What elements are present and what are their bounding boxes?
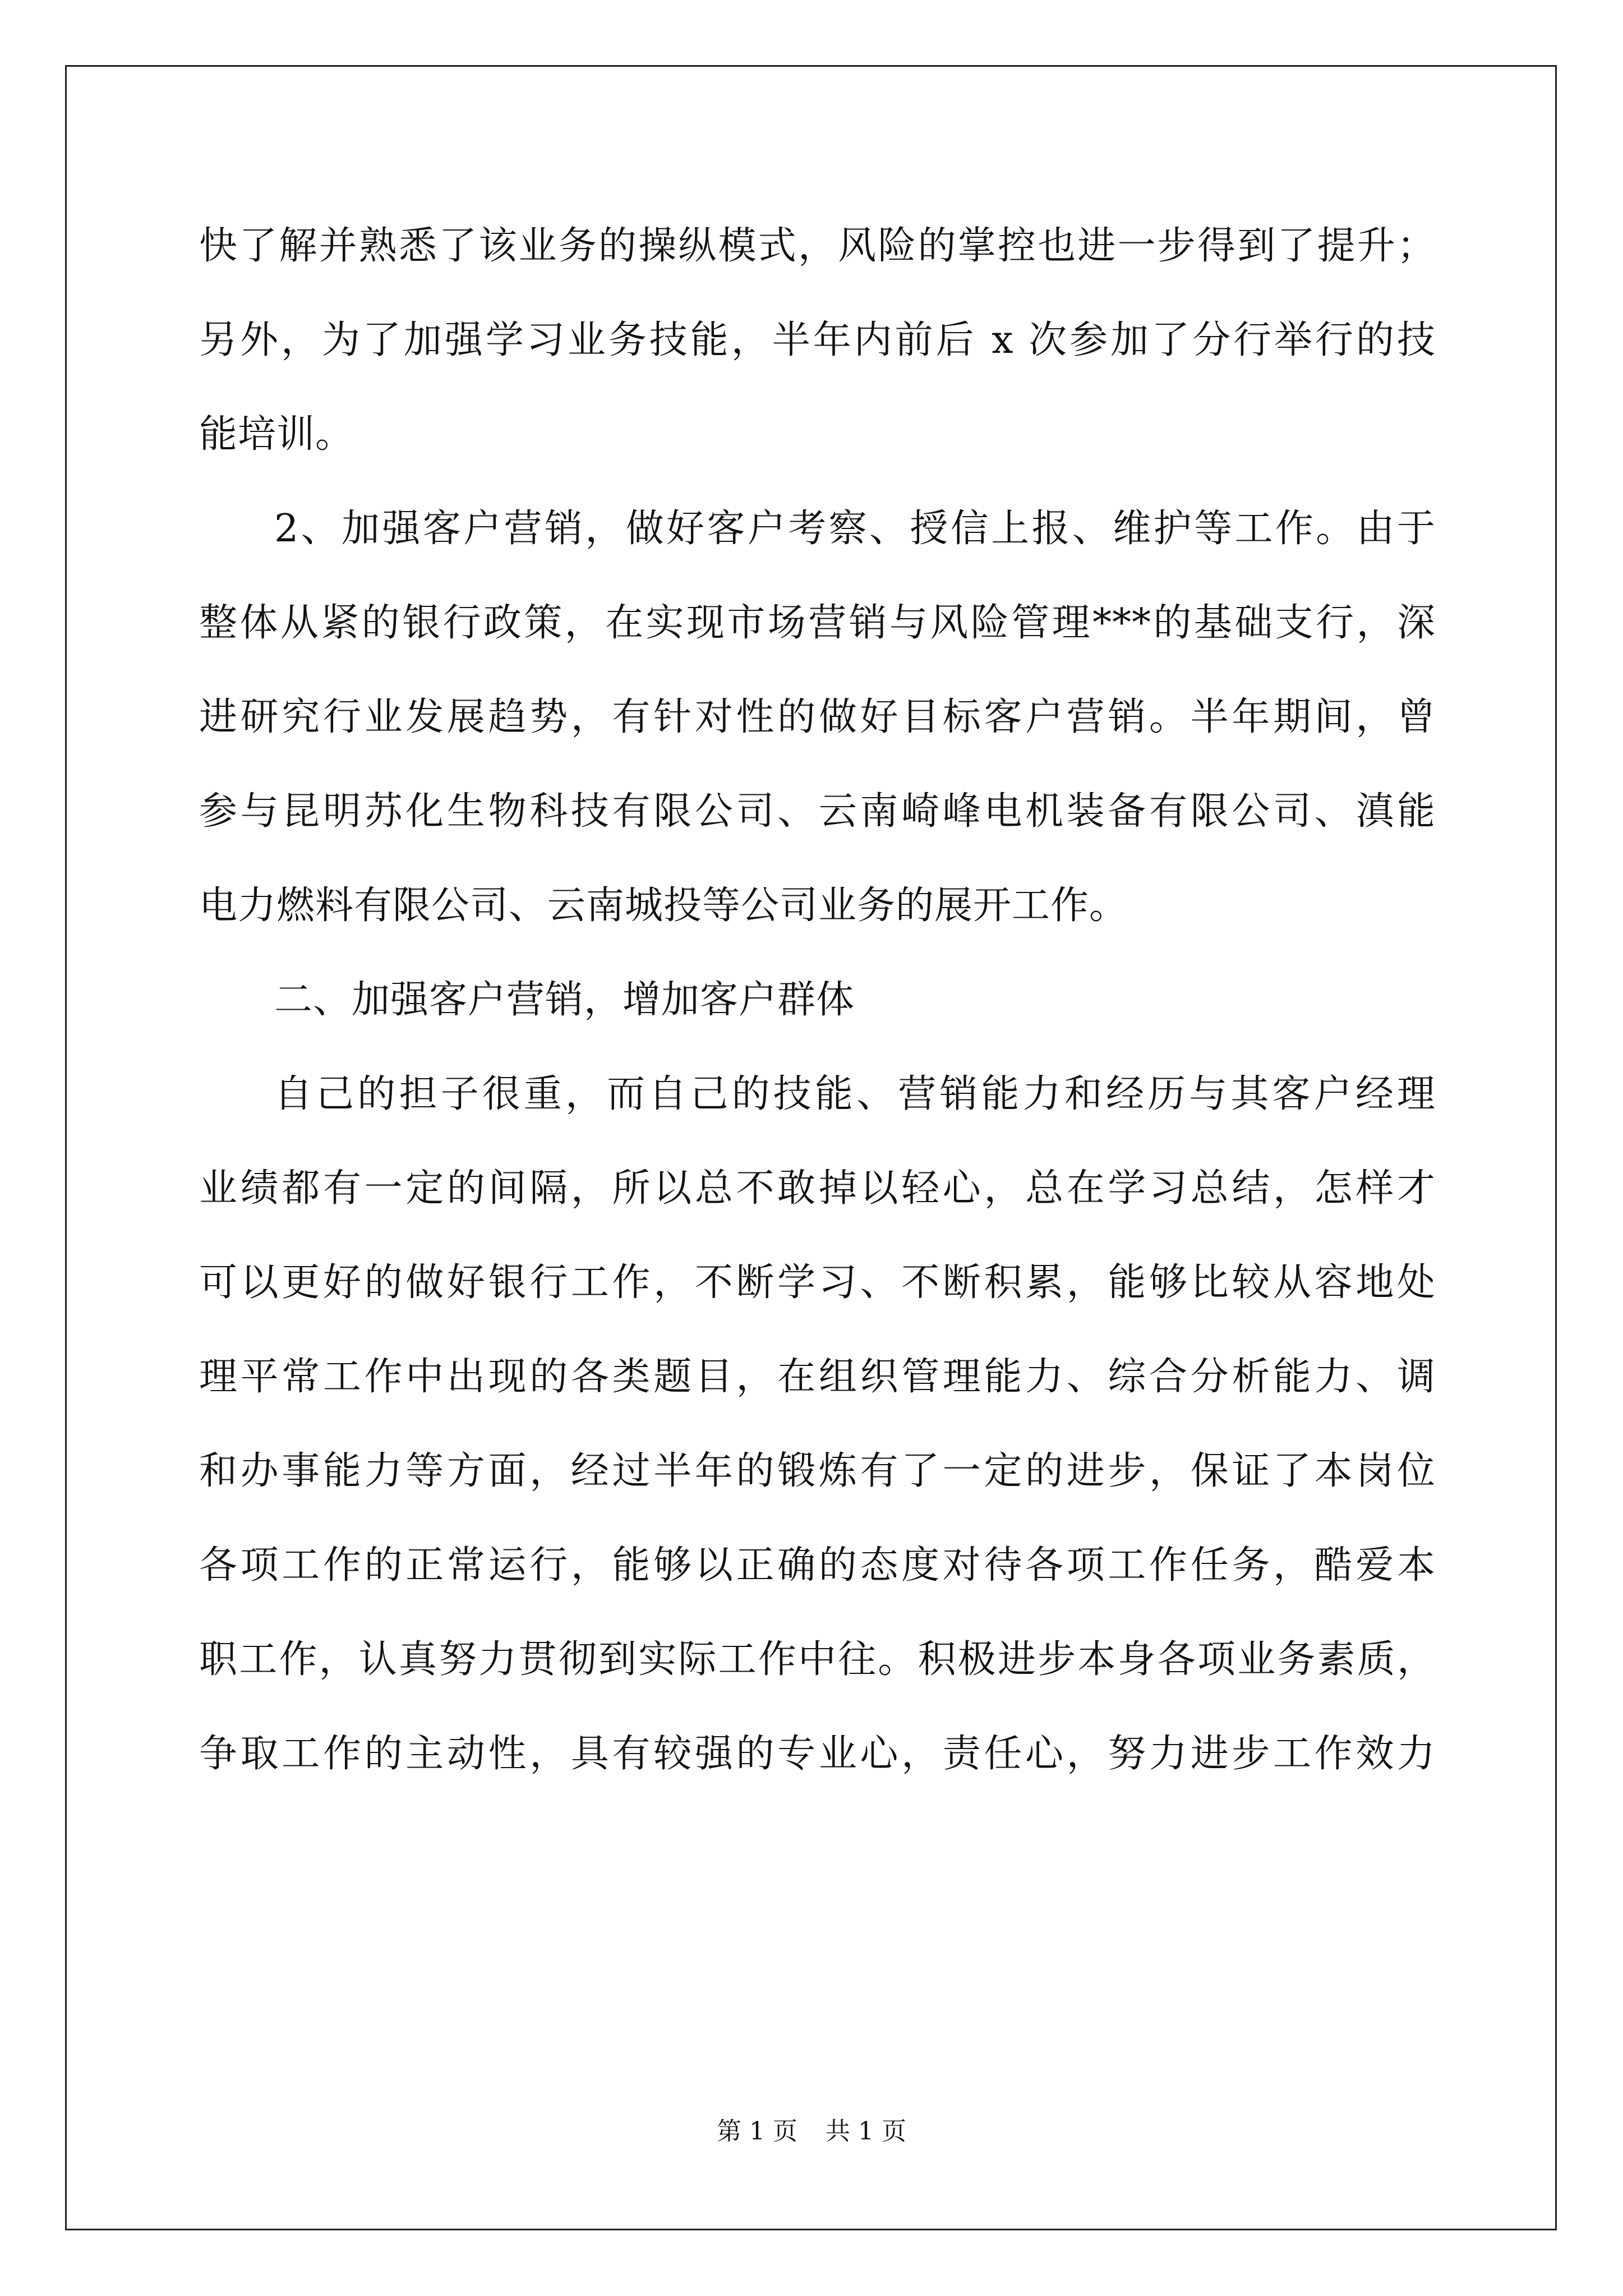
page-number-current: 第 1 页 xyxy=(717,2117,797,2146)
text-line: 能培训。 xyxy=(199,412,354,457)
text-line: 另外，为了加强学习业务技能，半年内前后 x 次参加了分行举行的技 xyxy=(199,318,1436,362)
text-line: 和办事能力等方面，经过半年的锻炼有了一定的进步，保证了本岗位 xyxy=(199,1449,1436,1493)
paragraph-first-line: 2、加强客户营销，做好客户考察、授信上报、维护等工作。由于 xyxy=(274,507,1436,551)
text-line: 快了解并熟悉了该业务的操纵模式，风险的掌控也进一步得到了提升； xyxy=(199,224,1436,268)
page-number-total: 共 1 页 xyxy=(826,2117,906,2146)
paragraph-first-line: 自己的担子很重，而自己的技能、营销能力和经历与其客户经理 xyxy=(274,1072,1436,1116)
text-line: 各项工作的正常运行，能够以正确的态度对待各项工作任务，酷爱本 xyxy=(199,1543,1436,1588)
text-line: 理平常工作中出现的各类题目，在组织管理能力、综合分析能力、调 xyxy=(199,1355,1436,1399)
section-heading: 二、加强客户营销，增加客户群体 xyxy=(274,978,855,1022)
document-body xyxy=(199,199,1436,1801)
text-line: 进研究行业发展趋势，有针对性的做好目标客户营销。半年期间，曾 xyxy=(199,695,1436,739)
page-footer xyxy=(0,2115,1623,2148)
text-line: 争取工作的主动性，具有较强的专业心，责任心，努力进步工作效力 xyxy=(199,1732,1436,1776)
text-line: 业绩都有一定的间隔，所以总不敢掉以轻心，总在学习总结，怎样才 xyxy=(199,1166,1436,1211)
text-line: 参与昆明苏化生物科技有限公司、云南崎峰电机装备有限公司、滇能 xyxy=(199,789,1436,834)
text-line: 电力燃料有限公司、云南城投等公司业务的展开工作。 xyxy=(199,884,1128,928)
text-line: 整体从紧的银行政策，在实现市场营销与风险管理***的基础支行，深 xyxy=(199,601,1436,645)
text-line: 可以更好的做好银行工作，不断学习、不断积累，能够比较从容地处 xyxy=(199,1260,1436,1305)
text-line: 职工作，认真努力贯彻到实际工作中往。积极进步本身各项业务素质， xyxy=(199,1637,1436,1682)
